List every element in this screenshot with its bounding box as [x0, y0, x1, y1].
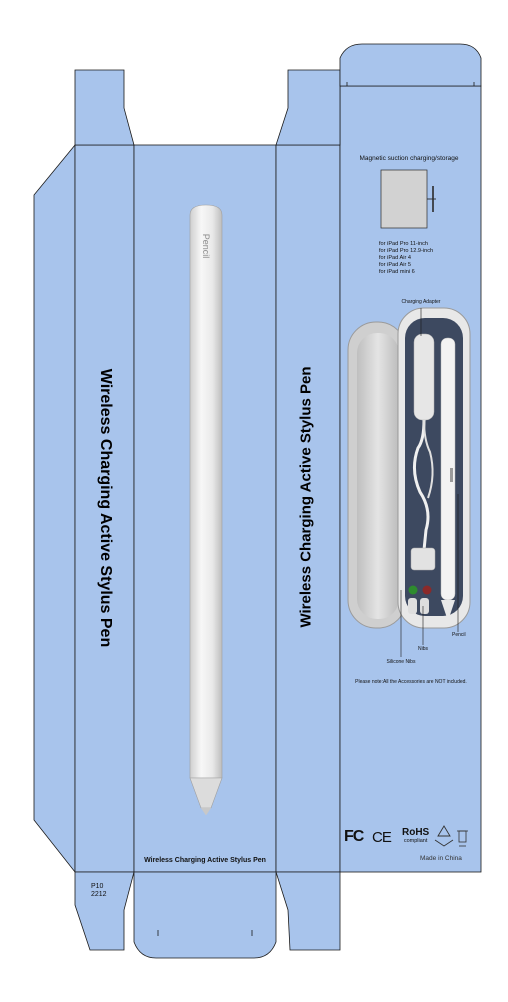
pen-engraving: Pencil: [201, 233, 211, 259]
callout-silicone-nibs: Silicone Nibs: [386, 659, 416, 665]
callout-charging-adapter: Charging Adapter: [401, 299, 441, 305]
rohs-sub: compliant: [403, 838, 428, 844]
stylus-pen-illustration: [190, 205, 222, 815]
compat-item: for iPad Pro 11-inch: [379, 241, 429, 247]
tuck-flap-code: [91, 883, 107, 899]
dust-flap-top-left: [75, 70, 134, 145]
side-panel-right-title: Wireless Charging Active Stylus Pen: [297, 366, 315, 628]
compat-item: for iPad Air 4: [379, 254, 412, 261]
side-panel-left-title: Wireless Charging Active Stylus Pen: [97, 368, 114, 648]
dust-flap-bottom-right: [276, 872, 340, 950]
accessories-note: Please note:All the Accessories are NOT included.: [355, 679, 467, 685]
code-line: P10: [91, 883, 104, 890]
tuck-flap-top: [340, 44, 481, 86]
compat-item: for iPad Air 5: [379, 261, 412, 268]
compat-item: for iPad Pro 12.9-inch: [379, 247, 434, 254]
compat-item: for iPad mini 6: [379, 268, 415, 275]
magnetic-heading: Magnetic suction charging/storage: [359, 155, 459, 162]
dust-flap-top-right: [276, 70, 340, 145]
fcc-logo: FC: [344, 828, 364, 845]
callout-pencil: Pencil: [452, 632, 466, 638]
made-in-label: Made in China: [420, 855, 462, 862]
rohs-text: RoHS: [402, 827, 430, 838]
rohs-logo: [402, 828, 429, 844]
callout-nibs: Nibs: [417, 646, 429, 652]
storage-case-illustration: [348, 308, 470, 657]
tuck-flap-bottom: [134, 872, 276, 958]
front-bottom-label: Wireless Charging Active Stylus Pen: [144, 857, 266, 864]
glue-flap: [34, 145, 75, 872]
compatibility-list: [379, 241, 433, 276]
ce-logo: CE: [372, 829, 391, 846]
code-line: 2212: [91, 891, 107, 898]
